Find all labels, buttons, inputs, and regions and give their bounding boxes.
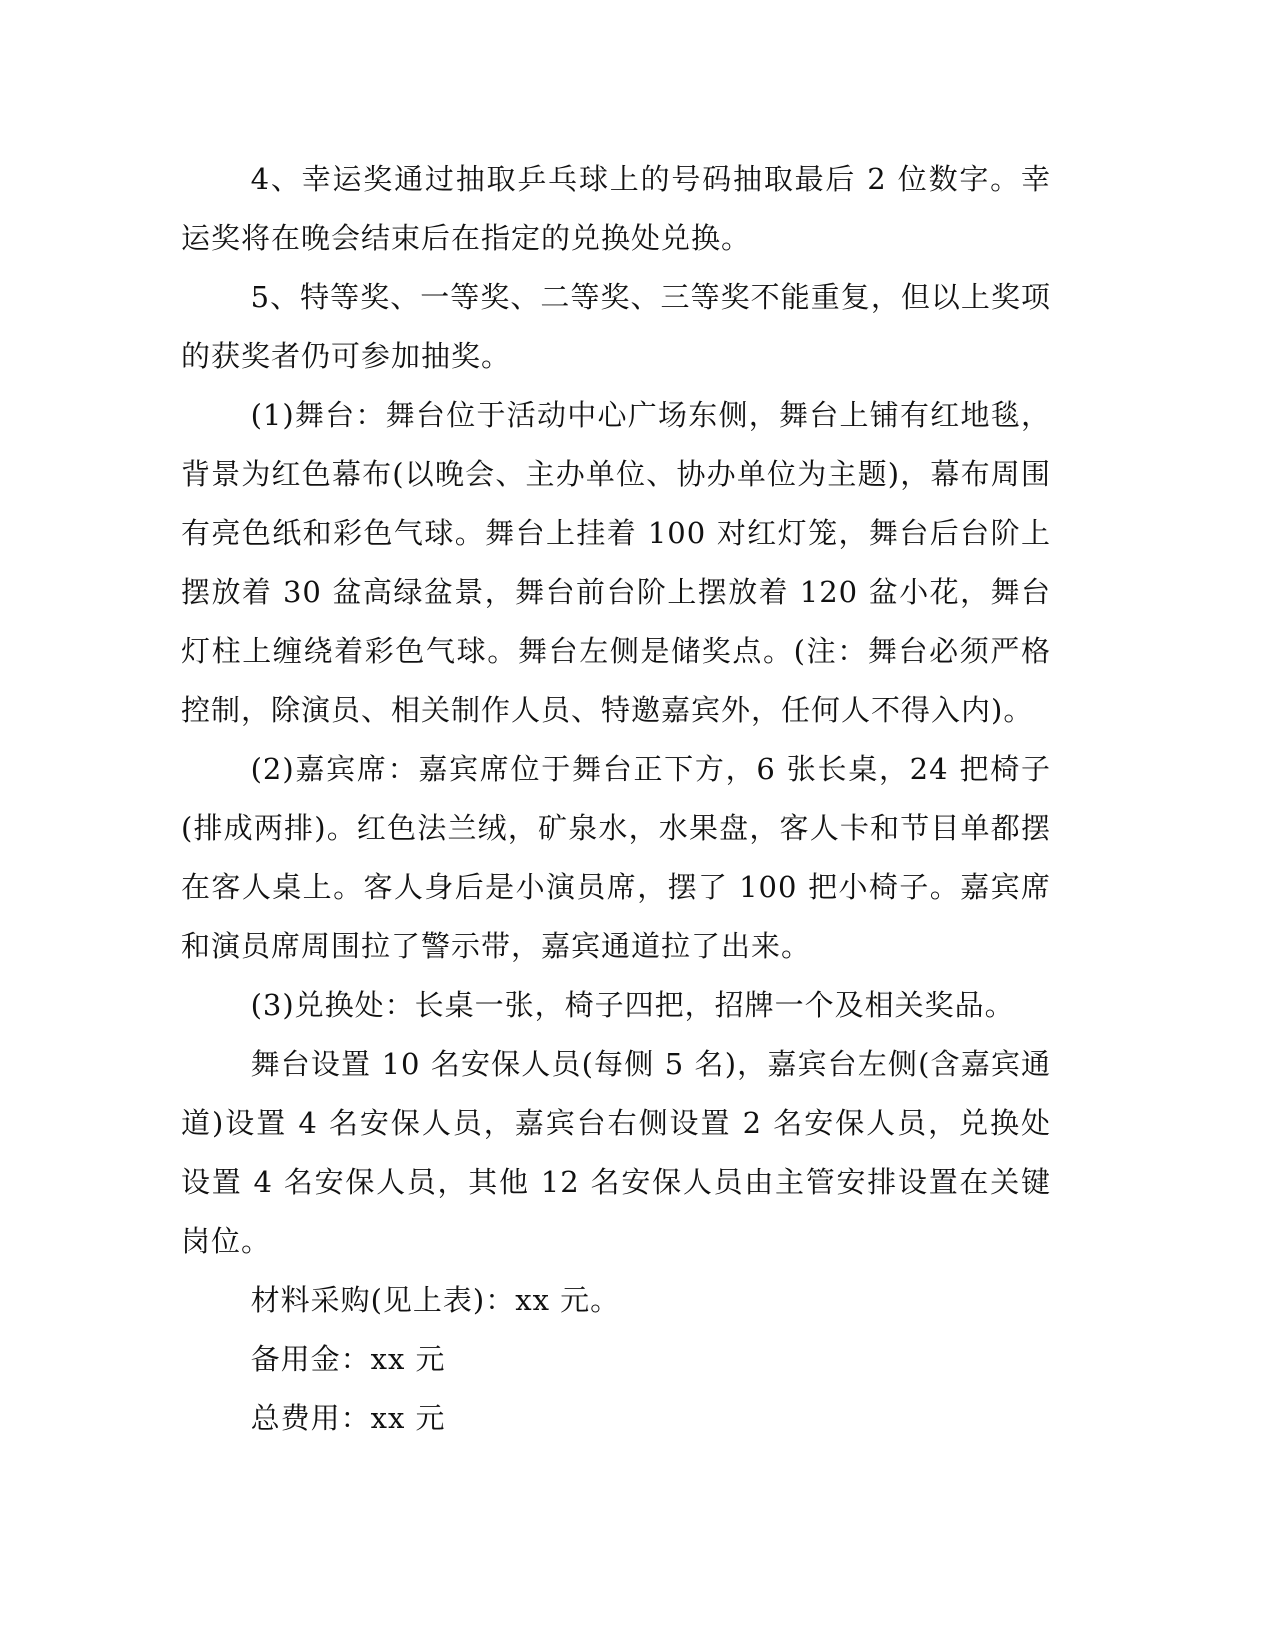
paragraph-exchange-desk: (3)兑换处：长桌一张，椅子四把，招牌一个及相关奖品。 — [250, 988, 1015, 1022]
paragraph-prize-rules: 5、特等奖、一等奖、二等奖、三等奖不能重复，但以上奖项的获奖者仍可参加抽奖。 — [181, 280, 1051, 373]
paragraph-total-cost: 总费用：xx 元 — [250, 1401, 446, 1435]
paragraph-lucky-prize: 4、幸运奖通过抽取乒乓球上的号码抽取最后 2 位数字。幸运奖将在晚会结束后在指定的兑换处兑换。 — [181, 162, 1051, 255]
paragraph-stage: (1)舞台：舞台位于活动中心广场东侧，舞台上铺有红地毯，背景为红色幕布(以晚会、主办单位、协办单位为主题)，幕布周围有亮色纸和彩色气球。舞台上挂着 100 对红灯笼，舞台后台阶上摆放着 30 盆高绿盆景，舞台前台阶上摆放着 120 盆小花，舞台灯柱上缠绕着彩色气球。舞台左侧是储奖点。(注：舞台必须严格控制，除演员、相关制作人员、特邀嘉宾外，任何人不得入内)。 — [181, 398, 1051, 727]
paragraph-guest-seats: (2)嘉宾席：嘉宾席位于舞台正下方，6 张长桌，24 把椅子(排成两排)。红色法兰绒，矿泉水，水果盘，客人卡和节目单都摆在客人桌上。客人身后是小演员席，摆了 100 把小椅子。嘉宾席和演员席周围拉了警示带，嘉宾通道拉了出来。 — [181, 752, 1051, 963]
document-body — [181, 150, 1051, 1448]
paragraph-reserve-fund: 备用金：xx 元 — [250, 1342, 446, 1376]
paragraph-security: 舞台设置 10 名安保人员(每侧 5 名)，嘉宾台左侧(含嘉宾通道)设置 4 名安保人员，嘉宾台右侧设置 2 名安保人员，兑换处设置 4 名安保人员，其他 12 名安保人员由主管安排设置在关键岗位。 — [181, 1047, 1051, 1258]
paragraph-material-cost: 材料采购(见上表)：xx 元。 — [250, 1283, 621, 1317]
